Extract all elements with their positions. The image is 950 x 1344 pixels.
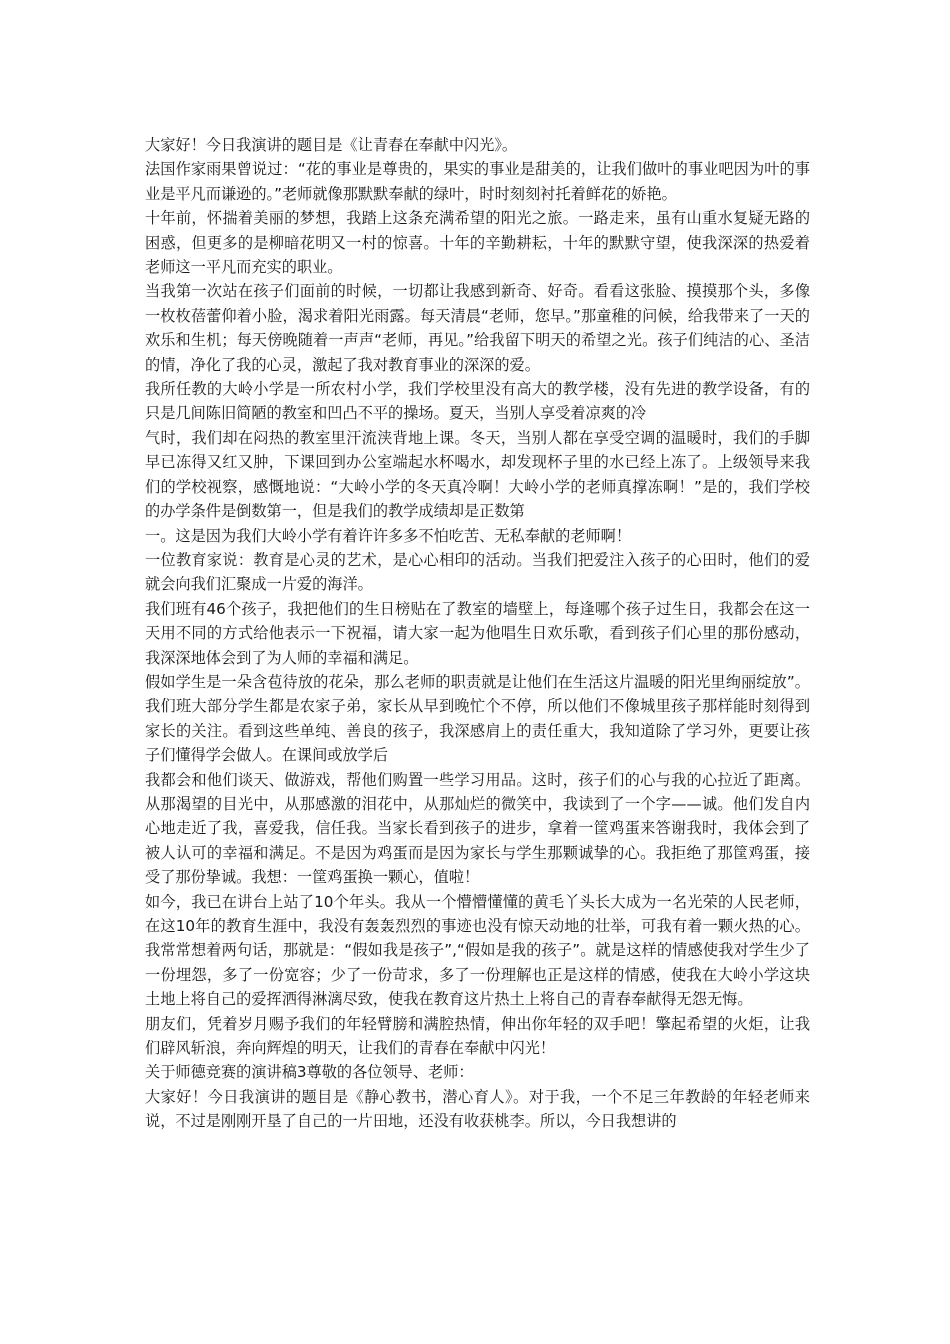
paragraph-eggs: 我都会和他们谈天、做游戏，帮他们购置一些学习用品。这时，孩子们的心与我的心拉近了距离。从那渴望的目光中，从那感激的泪花中，从那灿烂的微笑中，我读到了一个字——诚。他们发自内心地走近了我，喜爱我，信任我。当家长看到孩子的进步，拿着一筐鸡蛋来答谢我时，我体会到了被人认可的幸福和满足。不是因为鸡蛋而是因为家长与学生那颗诚挚的心。我拒绝了那筐鸡蛋，接受了那份挚诚。我想：一筐鸡蛋换一颗心，值啦！ xyxy=(145,770,810,887)
paragraph-ten-years-ago: 十年前，怀揣着美丽的梦想，我踏上这条充满希望的阳光之旅。一路走来，虽有山重水复疑无路的困惑，但更多的是柳暗花明又一村的惊喜。十年的辛勤耕耘，十年的默默守望，使我深深的热爱着老师这一平凡而充实的职业。 xyxy=(145,209,810,277)
paragraph-school-description: 我所任教的大岭小学是一所农村小学，我们学校里没有高大的教学楼，没有先进的教学设备，有的只是几间陈旧简陋的教室和凹凸不平的操场。夏天，当别人享受着凉爽的冷 xyxy=(145,380,810,423)
paragraph-educator-quote: 一位教育家说：教育是心灵的艺术，是心心相印的活动。当我们把爱注入孩子的心田时，他们的爱就会向我们汇聚成一片爱的海洋。 xyxy=(145,550,810,594)
paragraph-greeting: 大家好！今日我演讲的题目是《让青春在奉献中闪光》。 xyxy=(145,136,518,154)
paragraph-birthdays: 我们班有46个孩子，我把他们的生日榜贴在了教室的墙壁上，每逢哪个孩子过生日，我都会在这一天用不同的方式给他表示一下祝福，请大家一起为他唱生日欢乐歌，看到孩子们心里的那份感动，我深深地体会到了为人师的幸福和满足。 xyxy=(145,599,810,667)
paragraph-flower-metaphor: 假如学生是一朵含苞待放的花朵，那么老师的职责就是让他们在生活这片温暖的阳光里绚丽绽放”。 我们班大部分学生都是农家子弟，家长从早到晚忙个不停，所以他们不像城里孩子那样能时刻得到家长的关注。看到这些单纯、善良的孩子，我深感肩上的责任重大，我知道除了学习外，更要让孩子们懂得学会做人。在课间或放学后 xyxy=(145,672,810,765)
paragraph-closing: 朋友们，凭着岁月赐予我们的年轻臂膀和满腔热情，伸出你年轻的双手吧！擎起希望的火炬，让我们辟风斩浪，奔向辉煌的明天，让我们的青春在奉献中闪光！ xyxy=(145,1014,810,1058)
speech-text-body xyxy=(145,133,810,1134)
paragraph-hugo-quote: 法国作家雨果曾说过：“花的事业是尊贵的，果实的事业是甜美的，让我们做叶的事业吧因为叶的事业是平凡而谦逊的。”老师就像那默默奉献的绿叶，时时刻刻衬托着鲜花的娇艳。 xyxy=(145,160,810,203)
paragraph-winter: 气时，我们却在闷热的教室里汗流浃背地上课。冬天，当别人都在享受空调的温暖时，我们的手脚早已冻得又红又肿，下课回到办公室端起水杯喝水，却发现杯子里的水已经上冻了。上级领导来我们的学校视察，感慨地说：“大岭小学的冬天真冷啊！大岭小学的老师真撑冻啊！”是的，我们学校的办学条件是倒数第一，但是我们的教学成绩却是正数第 xyxy=(145,428,810,521)
paragraph-first-time: 当我第一次站在孩子们面前的时候，一切都让我感到新奇、好奇。看看这张脸、摸摸那个头，多像一枚枚蓓蕾仰着小脸，渴求着阳光雨露。每天清晨“老师，您早。”那童稚的问候，给我带来了一天的欢乐和生机；每天傍晚随着一声声“老师，再见。”给我留下明天的希望之光。孩子们纯洁的心、圣洁的情，净化了我的心灵，激起了我对教育事业的深深的爱。 xyxy=(145,282,810,374)
paragraph-dedicated-teachers: 一。这是因为我们大岭小学有着许许多多不怕吃苦、无私奉献的老师啊！ xyxy=(145,526,631,545)
paragraph-speech-3-opening: 大家好！今日我演讲的题目是《静心教书，潜心育人》。对于我，一个不足三年教龄的年轻老师来说，不过是刚刚开垦了自己的一片田地，还没有收获桃李。所以，今日我想讲的 xyxy=(145,1087,810,1131)
paragraph-ten-years-now: 如今，我已在讲台上站了10个年头。我从一个懵懵懂懂的黄毛丫头长大成为一名光荣的人民老师，在这10年的教育生涯中，我没有轰轰烈烈的事迹也没有惊天动地的壮举，可我有着一颗火热的心。我常常想着两句话，那就是：“假如我是孩子”,“假如是我的孩子”。就是这样的情感使我对学生少了一份埋怨，多了一份宽容；少了一份苛求，多了一份理解也正是这样的情感，使我在大岭小学这块土地上将自己的爱挥洒得淋漓尽致，使我在教育这片热土上将自己的青春奉献得无怨无悔。 xyxy=(145,892,810,1009)
paragraph-speech-3-title: 关于师德竞赛的演讲稿3尊敬的各位领导、老师： xyxy=(145,1063,474,1082)
